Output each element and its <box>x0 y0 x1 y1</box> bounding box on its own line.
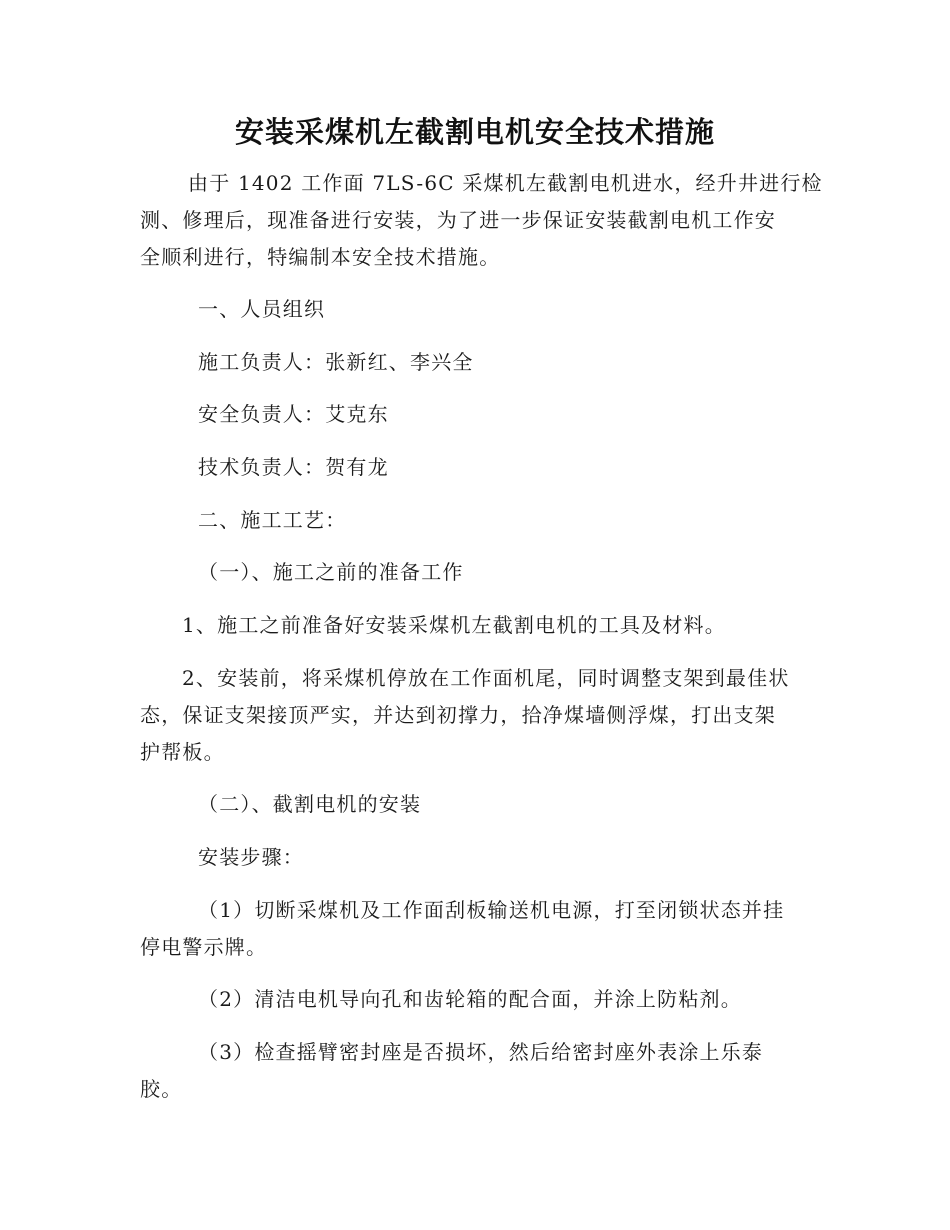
list-item-2-line-2: 态，保证支架接顶严实，并达到初撑力，拾净煤墙侧浮煤，打出支架 <box>140 703 776 727</box>
section-heading-process: 二、施工工艺： <box>198 508 347 532</box>
step-3-line-2: 胶。 <box>140 1077 183 1101</box>
subsection-heading-installation: （二）、截割电机的安装 <box>198 792 422 816</box>
list-item-2-line-3: 护帮板。 <box>140 740 225 764</box>
steps-heading: 安装步骤： <box>198 845 304 869</box>
intro-line-3: 全顺利进行，特编制本安全技术措施。 <box>140 245 501 269</box>
intro-line-2: 测、修理后，现准备进行安装，为了进一步保证安装截割电机工作安 <box>140 208 776 232</box>
step-2: （2）清洁电机导向孔和齿轮箱的配合面，并涂上防粘剂。 <box>198 987 742 1011</box>
tech-lead: 技术负责人：贺有龙 <box>198 455 389 479</box>
list-item-2-line-1: 2、安装前，将采煤机停放在工作面机尾，同时调整支架到最佳状 <box>182 666 790 690</box>
document-title: 安装采煤机左截割电机安全技术措施 <box>234 115 715 149</box>
step-1-line-2: 停电警示牌。 <box>140 935 268 959</box>
safety-lead: 安全负责人：艾克东 <box>198 402 389 426</box>
construction-lead: 施工负责人：张新红、李兴全 <box>198 350 474 374</box>
list-item-1: 1、施工之前准备好安装采煤机左截割电机的工具及材料。 <box>182 613 726 637</box>
step-3-line-1: （3）检查摇臂密封座是否损坏，然后给密封座外表涂上乐泰 <box>198 1040 764 1064</box>
step-1-line-1: （1）切断采煤机及工作面刮板输送机电源，打至闭锁状态并挂 <box>198 898 785 922</box>
intro-line-1: 由于 1402 工作面 7LS-6C 采煤机左截割电机进水，经升井进行检 <box>188 171 823 195</box>
subsection-heading-preparation: （一）、施工之前的准备工作 <box>198 560 464 584</box>
section-heading-personnel: 一、人员组织 <box>198 297 326 321</box>
